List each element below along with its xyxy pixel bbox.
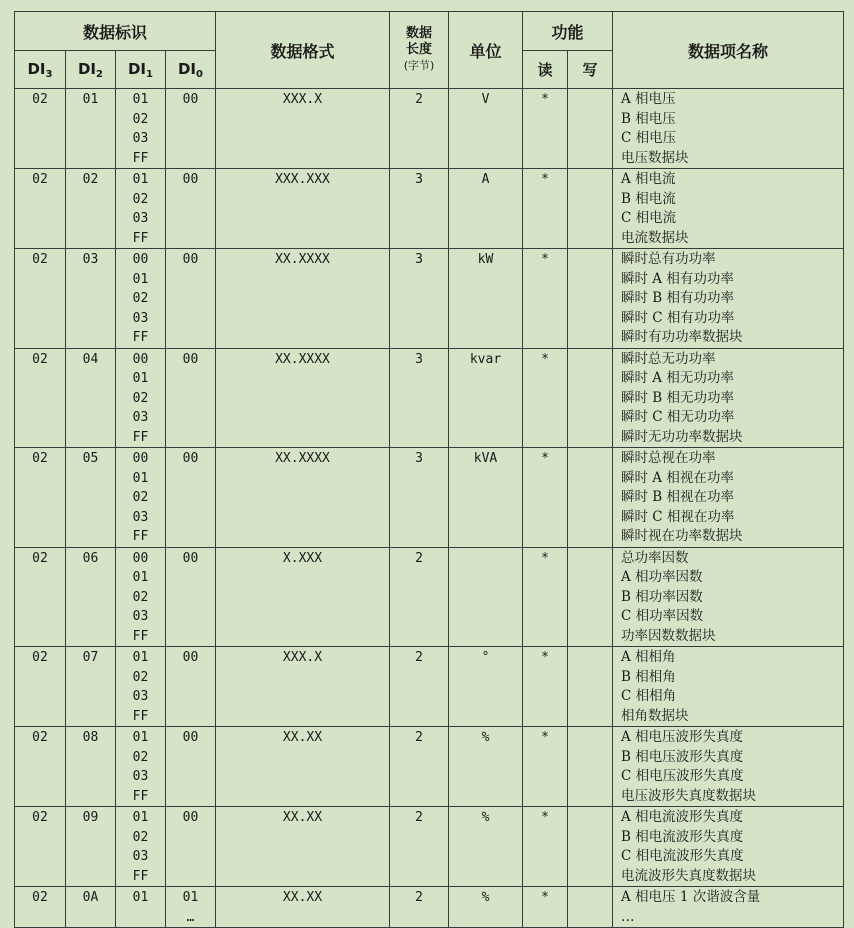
header-function: 功能 [523,12,613,51]
header-length [390,12,449,89]
table-row [15,727,844,807]
data-item-name: A 相功率因数 [621,569,703,585]
data-item-name: A 相电压 [621,91,676,107]
di0-value: 00 [182,730,199,745]
name-cell [613,448,844,548]
length-cell: 2 [390,887,449,928]
data-item-table [14,11,844,928]
write-cell [568,887,613,928]
data-item-name: C 相电压 [621,130,677,146]
di1-value: 00 [132,351,149,367]
data-item-name: 瞬时视在功率数据块 [621,528,743,544]
di1-cell [116,647,166,727]
format-cell: XXX.X [216,89,390,169]
data-item-name: B 相相角 [621,668,676,685]
data-item-name: 瞬时 A 相无功功率 [621,370,734,386]
table-row [15,547,844,647]
di0-cell [166,887,216,928]
read-cell: * [523,448,568,548]
write-cell [568,547,613,647]
name-cell [613,547,844,647]
di1-value: 03 [132,609,149,624]
di1-value: 01 [132,470,149,486]
data-item-name: A 相电压波形失真度 [621,729,744,745]
di2-cell: 06 [66,547,116,647]
header-di0: $DI_0$ [166,51,216,89]
di2-cell: 0A [66,887,116,928]
di1-value: 01 [132,371,149,386]
read-cell: * [523,807,568,887]
di1-value: 02 [132,390,149,406]
di1-value: FF [132,330,149,345]
di1-value: FF [132,868,149,884]
data-item-name: C 相电压波形失真度 [621,768,744,784]
table-row [15,89,844,169]
di1-value: FF [132,529,149,544]
data-item-name: B 相电流 [621,190,676,207]
di1-cell [116,348,166,448]
read-cell: * [523,727,568,807]
table-wrapper [14,11,844,928]
di1-value: 01 [132,730,149,745]
di0-value: 00 [182,252,199,267]
di1-value: 03 [132,769,149,784]
read-cell: * [523,647,568,727]
format-cell: X.XXX [216,547,390,647]
di1-value: 03 [132,310,149,326]
length-cell: 3 [390,348,449,448]
data-item-name: 瞬时 A 相有功功率 [621,270,734,287]
write-cell [568,448,613,548]
data-item-name: 电压波形失真度数据块 [621,787,756,804]
di3-cell: 02 [15,169,66,249]
di0-value: 00 [182,810,199,825]
unit-cell [449,547,523,647]
header-name: 数据项名称 [613,12,844,89]
di1-value: FF [132,708,149,724]
write-cell [568,89,613,169]
name-cell [613,727,844,807]
di3-cell: 02 [15,448,66,548]
length-cell: 2 [390,647,449,727]
di0-value: 00 [182,550,199,566]
name-cell [613,348,844,448]
data-item-name: C 相电流波形失真度 [621,848,744,864]
format-cell: XXX.X [216,647,390,727]
header-length-line1: 数据 [405,26,432,41]
header-data-id: 数据标识 [15,12,216,51]
format-cell: XX.XXXX [216,448,390,548]
data-item-name: B 相电压波形失真度 [621,748,744,765]
di1-value: 02 [132,111,149,127]
di0-cell [166,169,216,249]
read-cell: * [523,547,568,647]
format-cell: XX.XX [216,807,390,887]
write-cell [568,348,613,448]
header-length-line2: 长度 [405,42,432,57]
data-item-name: 瞬时无功功率数据块 [621,428,743,445]
table-body [15,89,844,928]
di1-cell [116,547,166,647]
data-item-name: C 相功率因数 [621,608,704,624]
write-cell [568,249,613,349]
table-row [15,348,844,448]
di1-value: 02 [132,669,149,685]
di3-cell: 02 [15,647,66,727]
data-item-name: A 相电压 1 次谐波含量 [621,889,761,905]
data-item-name: 瞬时 B 相无功功率 [621,389,735,406]
unit-cell: kVA [449,448,523,548]
length-cell: 2 [390,547,449,647]
data-item-name: 电压数据块 [621,149,689,166]
di1-value: 01 [132,890,149,905]
format-cell: XX.XXXX [216,249,390,349]
name-cell [613,807,844,887]
header-unit: 单位 [449,12,523,89]
di1-value: 00 [132,252,149,267]
di1-value: 02 [132,291,149,306]
data-item-name: B 相功率因数 [621,588,703,605]
data-item-name: 瞬时有功功率数据块 [621,329,743,345]
di2-cell: 03 [66,249,116,349]
di3-cell: 02 [15,249,66,349]
unit-cell: % [449,807,523,887]
di1-value: 01 [132,271,149,287]
header-read: 读 [523,51,568,89]
unit-cell: % [449,727,523,807]
length-cell: 3 [390,169,449,249]
di1-cell [116,89,166,169]
length-cell: 2 [390,807,449,887]
di2-cell: 09 [66,807,116,887]
di1-value: 02 [132,749,149,765]
di0-cell [166,348,216,448]
data-item-name: A 相相角 [621,649,676,665]
data-item-name: A 相电流波形失真度 [621,809,744,825]
di0-cell [166,448,216,548]
di1-value: 03 [132,131,149,146]
data-item-name: C 相相角 [621,688,677,704]
header-length-line3: (字节) [403,59,435,72]
data-item-name: 总功率因数 [621,549,689,566]
di1-value: 01 [132,650,149,665]
name-cell [613,169,844,249]
di0-value: 00 [182,451,199,466]
di0-value: 00 [182,650,199,665]
di2-cell: 08 [66,727,116,807]
table-row [15,807,844,887]
write-cell [568,169,613,249]
di1-value: 00 [132,550,149,566]
format-cell: XXX.XXX [216,169,390,249]
length-cell: 3 [390,249,449,349]
di1-value: 01 [132,172,149,187]
di0-cell [166,807,216,887]
di1-value: 03 [132,509,149,525]
di1-value: 03 [132,410,149,425]
unit-cell: V [449,89,523,169]
unit-cell: A [449,169,523,249]
di0-value: 00 [182,351,199,367]
di2-cell: 05 [66,448,116,548]
format-cell: XX.XX [216,887,390,928]
di1-cell [116,807,166,887]
unit-cell: ° [449,647,523,727]
di1-value: 03 [132,849,149,864]
di1-value: FF [132,788,149,804]
di1-value: FF [132,628,149,644]
header-format: 数据格式 [216,12,390,89]
data-item-name: 瞬时 C 相有功功率 [621,309,735,326]
read-cell: * [523,89,568,169]
name-cell [613,647,844,727]
di1-value: FF [132,429,149,445]
table-row [15,647,844,727]
di1-value: 01 [132,570,149,585]
data-item-name: 瞬时 B 相有功功率 [621,290,735,306]
di1-value: 01 [132,810,149,825]
header-di2: $DI_2$ [66,51,116,89]
data-item-name: 相角数据块 [621,707,689,724]
di1-cell [116,727,166,807]
di1-value: 03 [132,689,149,704]
header-di1: $DI_1$ [116,51,166,89]
di0-cell [166,89,216,169]
data-item-name: 电流数据块 [621,229,689,246]
data-item-name: B 相电压 [621,110,676,127]
di1-value: FF [132,230,149,246]
unit-cell: % [449,887,523,928]
di0-value: 00 [182,92,199,107]
length-cell: 2 [390,89,449,169]
di1-value: 02 [132,490,149,505]
di0-cell [166,727,216,807]
data-item-name: 瞬时 A 相视在功率 [621,469,734,486]
data-item-name: 瞬时 C 相视在功率 [621,508,735,525]
di1-cell [116,249,166,349]
header-write: 写 [568,51,613,89]
di3-cell: 02 [15,727,66,807]
read-cell: * [523,348,568,448]
table-row [15,249,844,349]
di3-cell: 02 [15,807,66,887]
di3-cell: 02 [15,89,66,169]
data-item-name: 瞬时 B 相视在功率 [621,489,735,505]
di1-value: 02 [132,829,149,845]
length-cell: 3 [390,448,449,548]
di1-value: 00 [132,451,149,466]
length-cell: 2 [390,727,449,807]
di0-cell [166,249,216,349]
table-row [15,887,844,928]
write-cell [568,647,613,727]
di1-value: FF [132,150,149,166]
read-cell: * [523,169,568,249]
di0-value: 01 [182,890,199,905]
di2-cell: 07 [66,647,116,727]
di1-value: 02 [132,589,149,605]
di3-cell: 02 [15,887,66,928]
format-cell: XX.XXXX [216,348,390,448]
di2-cell: 04 [66,348,116,448]
name-cell [613,249,844,349]
di1-value: 02 [132,191,149,207]
di3-cell: 02 [15,547,66,647]
name-cell [613,89,844,169]
write-cell [568,807,613,887]
data-item-name: 瞬时总有功功率 [621,251,716,267]
di1-cell [116,169,166,249]
format-cell: XX.XX [216,727,390,807]
di0-cell [166,547,216,647]
di1-value: 01 [132,92,149,107]
di1-cell [116,887,166,928]
di0-value: 00 [182,172,199,187]
data-item-name: … [621,908,635,925]
data-item-name: B 相电流波形失真度 [621,828,744,845]
data-item-name: 瞬时 C 相无功功率 [621,409,735,425]
write-cell [568,727,613,807]
read-cell: * [523,887,568,928]
data-item-name: 电流波形失真度数据块 [621,867,756,884]
data-item-name: 瞬时总无功功率 [621,350,716,367]
unit-cell: kvar [449,348,523,448]
di1-value: 03 [132,211,149,226]
read-cell: * [523,249,568,349]
data-item-name: A 相电流 [621,171,676,187]
data-item-name: 功率因数数据块 [621,627,716,644]
data-item-name: C 相电流 [621,210,677,226]
data-item-name: 瞬时总视在功率 [621,450,716,466]
di1-cell [116,448,166,548]
table-row [15,169,844,249]
unit-cell: kW [449,249,523,349]
name-cell [613,887,844,928]
di0-cell [166,647,216,727]
di2-cell: 02 [66,169,116,249]
di2-cell: 01 [66,89,116,169]
header-di3: $DI_3$ [15,51,66,89]
table-row [15,448,844,548]
di3-cell: 02 [15,348,66,448]
di0-value: … [186,909,195,925]
